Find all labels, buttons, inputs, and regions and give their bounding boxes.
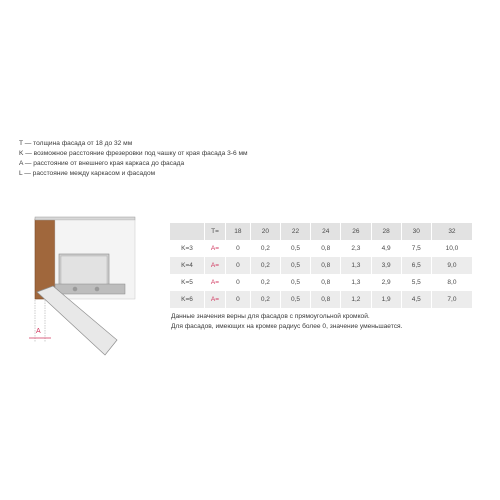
hinge-plate-inner xyxy=(61,256,107,288)
table-cell: 3,9 xyxy=(371,257,401,274)
header-col-18: 18 xyxy=(226,223,251,240)
header-col-20: 20 xyxy=(250,223,280,240)
table-cell: 1,9 xyxy=(371,291,401,308)
table-header-row xyxy=(170,223,473,240)
cabinet-top-edge xyxy=(35,217,135,220)
legend-line-k: K — возможное расстояние фрезеровки под чашку от края фасада 3-6 мм xyxy=(19,150,248,157)
table-cell: 0,8 xyxy=(311,240,341,257)
table-cell: 5,5 xyxy=(401,274,431,291)
table-cell: 0,2 xyxy=(250,257,280,274)
hinge-screw-icon xyxy=(95,287,100,292)
legend xyxy=(19,139,248,179)
table-cell: 4,9 xyxy=(371,240,401,257)
footnote xyxy=(171,312,402,332)
footnote-line-2: Для фасадов, имеющих на кромке радиус более 0, значение уменьшается. xyxy=(171,323,403,330)
header-col-24: 24 xyxy=(311,223,341,240)
table-cell: 0,8 xyxy=(311,257,341,274)
dimension-label: A xyxy=(36,328,41,335)
header-k-cell xyxy=(170,223,205,240)
table-cell: 0,2 xyxy=(250,291,280,308)
table-cell: 0,5 xyxy=(280,240,310,257)
table-row xyxy=(170,274,473,291)
table-cell: 0,5 xyxy=(280,257,310,274)
table-cell: 2,9 xyxy=(371,274,401,291)
header-t-label: T= xyxy=(205,223,226,240)
table-cell: 7,0 xyxy=(431,291,472,308)
header-col-32: 32 xyxy=(431,223,472,240)
legend-line-t: T — толщина фасада от 18 до 32 мм xyxy=(19,140,133,147)
row-a-label: A= xyxy=(205,257,226,274)
table-cell: 0,8 xyxy=(311,274,341,291)
header-col-28: 28 xyxy=(371,223,401,240)
hinge-arm xyxy=(55,284,125,294)
table-cell: 0 xyxy=(226,291,251,308)
row-k-label: K=4 xyxy=(170,257,205,274)
table-row xyxy=(170,291,473,308)
header-col-26: 26 xyxy=(341,223,371,240)
offset-table xyxy=(170,223,473,308)
table-cell: 2,3 xyxy=(341,240,371,257)
table-cell: 8,0 xyxy=(431,274,472,291)
hinge-diagram xyxy=(17,212,137,372)
table-cell: 0 xyxy=(226,274,251,291)
table-cell: 0,8 xyxy=(311,291,341,308)
table-cell: 4,5 xyxy=(401,291,431,308)
table-cell: 1,3 xyxy=(341,274,371,291)
table-row xyxy=(170,257,473,274)
table-row xyxy=(170,240,473,257)
header-col-30: 30 xyxy=(401,223,431,240)
table-cell: 0 xyxy=(226,257,251,274)
table-cell: 0,5 xyxy=(280,274,310,291)
table-cell: 9,0 xyxy=(431,257,472,274)
row-k-label: K=3 xyxy=(170,240,205,257)
header-col-22: 22 xyxy=(280,223,310,240)
table-cell: 6,5 xyxy=(401,257,431,274)
row-a-label: A= xyxy=(205,240,226,257)
table-cell: 0 xyxy=(226,240,251,257)
row-k-label: K=5 xyxy=(170,274,205,291)
table-cell: 7,5 xyxy=(401,240,431,257)
row-a-label: A= xyxy=(205,291,226,308)
row-a-label: A= xyxy=(205,274,226,291)
legend-line-l: L — расстояние между каркасом и фасадом xyxy=(19,170,156,177)
table-cell: 1,2 xyxy=(341,291,371,308)
footnote-line-1: Данные значения верны для фасадов с прямоугольной кромкой. xyxy=(171,313,370,320)
legend-line-a: A — расстояние от внешнего края каркаса до фасада xyxy=(19,160,185,167)
table-cell: 0,2 xyxy=(250,274,280,291)
table-cell: 0,5 xyxy=(280,291,310,308)
table-cell: 10,0 xyxy=(431,240,472,257)
row-k-label: K=6 xyxy=(170,291,205,308)
table-cell: 0,2 xyxy=(250,240,280,257)
table-cell: 1,3 xyxy=(341,257,371,274)
hinge-screw-icon xyxy=(73,287,78,292)
